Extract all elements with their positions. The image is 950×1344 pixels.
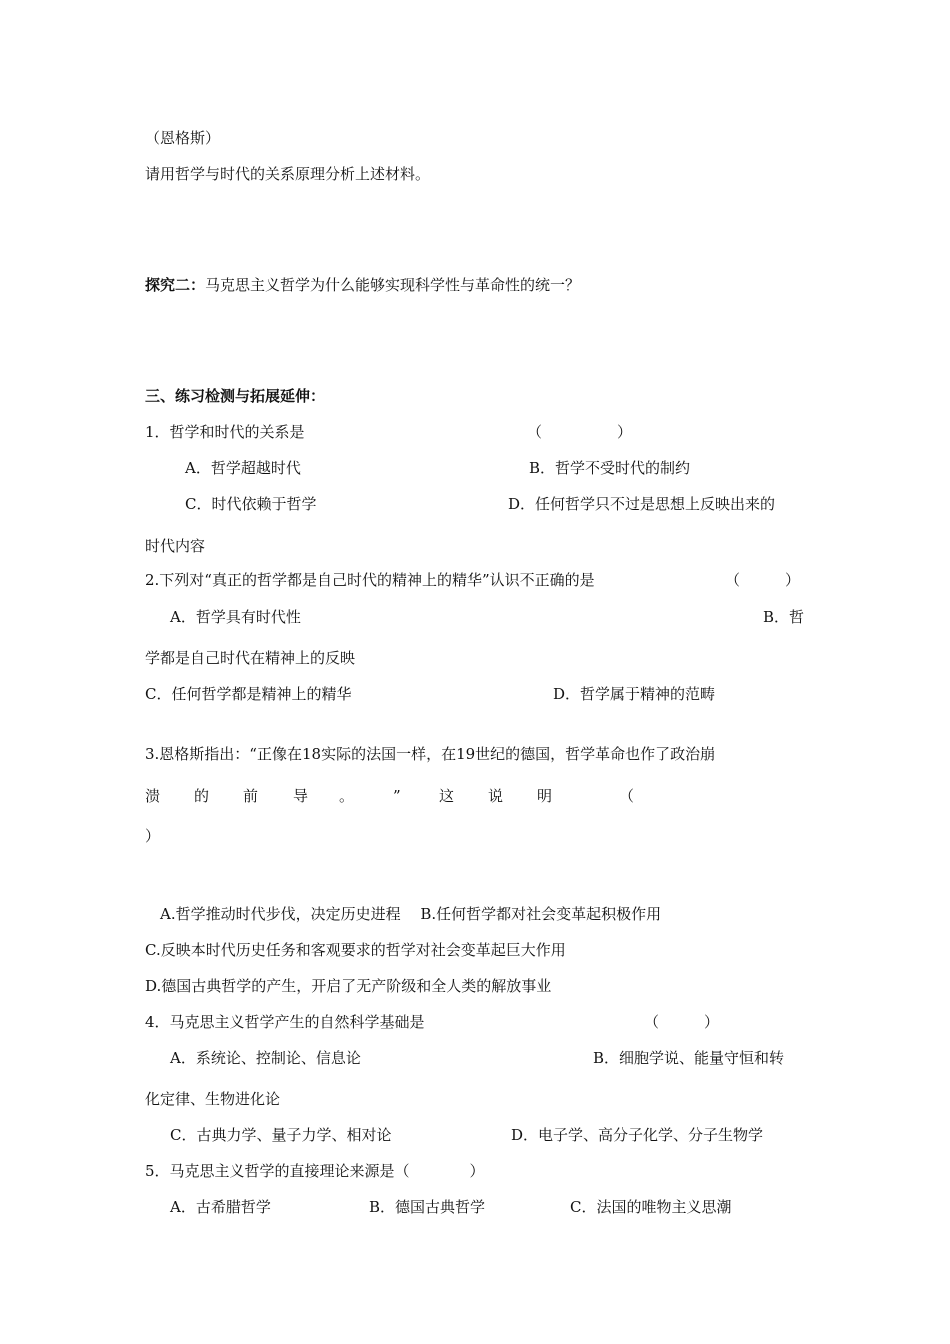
q2-option-b-continued: 学都是自己时代在精神上的反映	[145, 649, 356, 667]
q4-stem: 4．马克思主义哲学产生的自然科学基础是	[145, 1013, 425, 1031]
q4-option-a: A．系统论、控制论、信息论	[170, 1049, 361, 1067]
q3-char: 。	[339, 787, 355, 805]
q5-option-c: C．法国的唯物主义思潮	[570, 1198, 732, 1216]
inquiry-two	[145, 275, 580, 295]
q1-option-a: A．哲学超越时代	[185, 459, 301, 477]
q3-option-c: C.反映本时代历史任务和客观要求的哲学对社会变革起巨大作用	[145, 941, 566, 959]
q1-option-b: B．哲学不受时代的制约	[529, 459, 691, 477]
analysis-instruction: 请用哲学与时代的关系原理分析上述材料。	[145, 165, 431, 183]
q1-answer-blank: （ ）	[527, 423, 633, 441]
q4-option-c: C．古典力学、量子力学、相对论	[170, 1126, 392, 1144]
q2-stem: 2.下列对“真正的哲学都是自己时代的精神上的精华”认识不正确的是	[145, 571, 595, 589]
q3-char: 明	[537, 787, 553, 805]
q1-stem: 1．哲学和时代的关系是	[145, 423, 305, 441]
q5-option-b: B．德国古典哲学	[369, 1198, 486, 1216]
q4-option-b: B．细胞学说、能量守恒和转	[593, 1049, 785, 1067]
q3-char: 导	[293, 787, 309, 805]
q2-option-b: B．哲	[763, 608, 805, 626]
q2-option-c: C．任何哲学都是精神上的精华	[145, 685, 352, 703]
q1-option-c: C．时代依赖于哲学	[185, 495, 317, 513]
inquiry-two-label: 探究二：	[145, 276, 206, 294]
q3-char: ”	[393, 787, 401, 805]
q3-stem-continued	[0, 786, 950, 806]
q4-answer-blank: （ ）	[644, 1013, 720, 1031]
q3-option-d: D.德国古典哲学的产生，开启了无产阶级和全人类的解放事业	[145, 977, 552, 995]
source-attribution: （恩格斯）	[145, 129, 221, 147]
q2-option-d: D．哲学属于精神的范畴	[553, 685, 716, 703]
q5-stem: 5．马克思主义哲学的直接理论来源是（ ）	[145, 1162, 485, 1180]
q3-char: 溃	[145, 787, 161, 805]
q3-options-ab: A.哲学推动时代步伐，决定历史进程 B.任何哲学都对社会变革起积极作用	[160, 905, 662, 923]
q2-answer-blank: （ ）	[725, 571, 801, 589]
q3-char: 前	[243, 787, 259, 805]
q3-char: 这	[439, 787, 455, 805]
section-three-title: 三、练习检测与拓展延伸：	[145, 387, 326, 405]
q2-option-a: A．哲学具有时代性	[170, 608, 301, 626]
inquiry-two-text: 马克思主义哲学为什么能够实现科学性与革命性的统一？	[205, 276, 581, 294]
q3-char: （	[619, 787, 635, 805]
q4-option-b-continued: 化定律、生物进化论	[145, 1090, 281, 1108]
q5-option-a: A．古希腊哲学	[170, 1198, 271, 1216]
q1-option-d: D．任何哲学只不过是思想上反映出来的	[508, 495, 776, 513]
q3-answer-close: ）	[145, 827, 161, 845]
q3-char: 的	[194, 787, 210, 805]
q1-option-d-continued: 时代内容	[145, 537, 206, 555]
q3-stem: 3.恩格斯指出：“正像在18实际的法国一样，在19世纪的德国，哲学革命也作了政治崩	[145, 745, 716, 763]
q4-option-d: D．电子学、高分子化学、分子生物学	[511, 1126, 764, 1144]
q3-char: 说	[488, 787, 504, 805]
